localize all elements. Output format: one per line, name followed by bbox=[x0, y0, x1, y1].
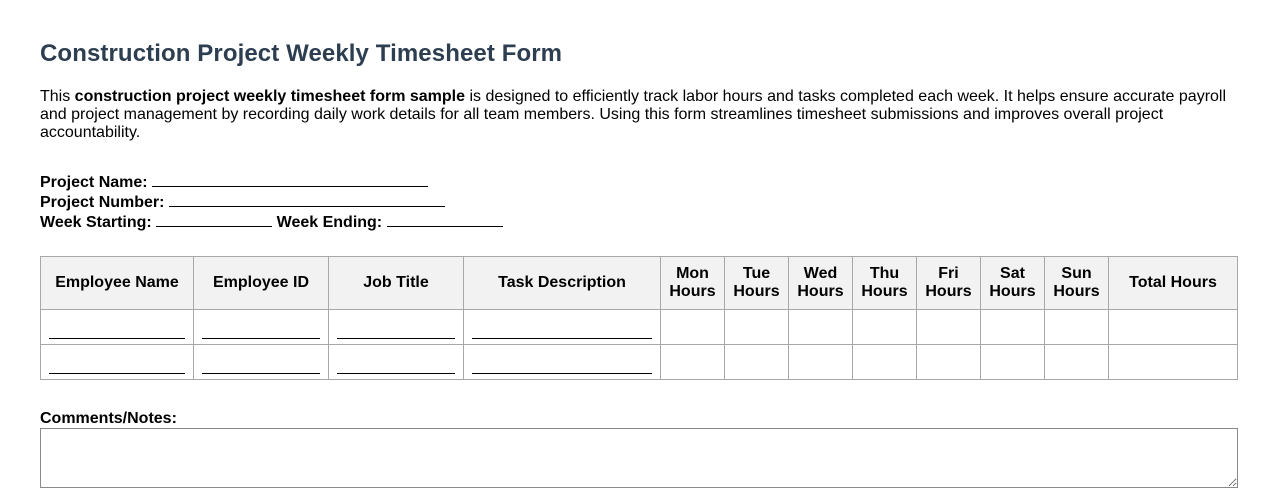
header-sat-hours: Sat Hours bbox=[981, 257, 1045, 310]
week-row bbox=[40, 212, 503, 232]
intro-bold: construction project weekly timesheet form sample bbox=[74, 88, 466, 105]
sat-hours-cell[interactable] bbox=[981, 345, 1045, 380]
employee-name-cell[interactable] bbox=[41, 345, 194, 380]
header-fri-hours: Fri Hours bbox=[917, 257, 981, 310]
comments-textarea[interactable] bbox=[40, 428, 1238, 488]
header-employee-name: Employee Name bbox=[41, 257, 194, 310]
employee-name-line bbox=[49, 316, 185, 339]
timesheet-table bbox=[40, 256, 1238, 380]
table-row bbox=[41, 345, 1238, 380]
employee-id-line bbox=[202, 351, 320, 374]
intro-suffix: is designed to efficiently track labor hours and tasks completed each week. It helps ensure accurate payroll and project management by recording daily work details for all team members. Using this form streamlines timesheet submissions and improves overall project accountability. bbox=[40, 88, 1227, 141]
week-starting-line[interactable] bbox=[156, 212, 272, 227]
sun-hours-cell[interactable] bbox=[1045, 310, 1109, 345]
thu-hours-cell[interactable] bbox=[853, 310, 917, 345]
project-meta bbox=[40, 172, 503, 232]
fri-hours-cell[interactable] bbox=[917, 310, 981, 345]
sat-hours-cell[interactable] bbox=[981, 310, 1045, 345]
header-tue-hours: Tue Hours bbox=[725, 257, 789, 310]
table-header-row bbox=[41, 257, 1238, 310]
project-number-line[interactable] bbox=[169, 192, 445, 207]
comments-label: Comments/Notes: bbox=[40, 410, 177, 427]
tue-hours-cell[interactable] bbox=[725, 310, 789, 345]
task-description-line bbox=[472, 351, 652, 374]
project-name-label: Project Name: bbox=[40, 174, 148, 191]
fri-hours-cell[interactable] bbox=[917, 345, 981, 380]
header-thu-hours: Thu Hours bbox=[853, 257, 917, 310]
project-name-row bbox=[40, 172, 503, 192]
employee-name-line bbox=[49, 351, 185, 374]
intro-prefix: This bbox=[40, 88, 75, 105]
tue-hours-cell[interactable] bbox=[725, 345, 789, 380]
total-hours-cell[interactable] bbox=[1109, 345, 1238, 380]
week-ending-label: Week Ending: bbox=[276, 214, 383, 231]
job-title-cell[interactable] bbox=[329, 345, 464, 380]
header-employee-id: Employee ID bbox=[194, 257, 329, 310]
wed-hours-cell[interactable] bbox=[789, 345, 853, 380]
job-title-line bbox=[337, 316, 455, 339]
thu-hours-cell[interactable] bbox=[853, 345, 917, 380]
project-number-label: Project Number: bbox=[40, 194, 165, 211]
header-wed-hours: Wed Hours bbox=[789, 257, 853, 310]
table-row bbox=[41, 310, 1238, 345]
wed-hours-cell[interactable] bbox=[789, 310, 853, 345]
mon-hours-cell[interactable] bbox=[661, 310, 725, 345]
header-sun-hours: Sun Hours bbox=[1045, 257, 1109, 310]
project-name-line[interactable] bbox=[152, 172, 428, 187]
employee-id-line bbox=[202, 316, 320, 339]
intro-paragraph bbox=[40, 88, 1232, 142]
employee-id-cell[interactable] bbox=[194, 310, 329, 345]
header-total-hours: Total Hours bbox=[1109, 257, 1238, 310]
task-description-cell[interactable] bbox=[464, 345, 661, 380]
job-title-line bbox=[337, 351, 455, 374]
header-task-description: Task Description bbox=[464, 257, 661, 310]
week-starting-label: Week Starting: bbox=[40, 214, 152, 231]
header-job-title: Job Title bbox=[329, 257, 464, 310]
job-title-cell[interactable] bbox=[329, 310, 464, 345]
week-ending-line[interactable] bbox=[387, 212, 503, 227]
employee-name-cell[interactable] bbox=[41, 310, 194, 345]
task-description-line bbox=[472, 316, 652, 339]
page-title: Construction Project Weekly Timesheet Form bbox=[40, 40, 563, 67]
project-number-row bbox=[40, 192, 503, 212]
task-description-cell[interactable] bbox=[464, 310, 661, 345]
header-mon-hours: Mon Hours bbox=[661, 257, 725, 310]
total-hours-cell[interactable] bbox=[1109, 310, 1238, 345]
employee-id-cell[interactable] bbox=[194, 345, 329, 380]
mon-hours-cell[interactable] bbox=[661, 345, 725, 380]
sun-hours-cell[interactable] bbox=[1045, 345, 1109, 380]
